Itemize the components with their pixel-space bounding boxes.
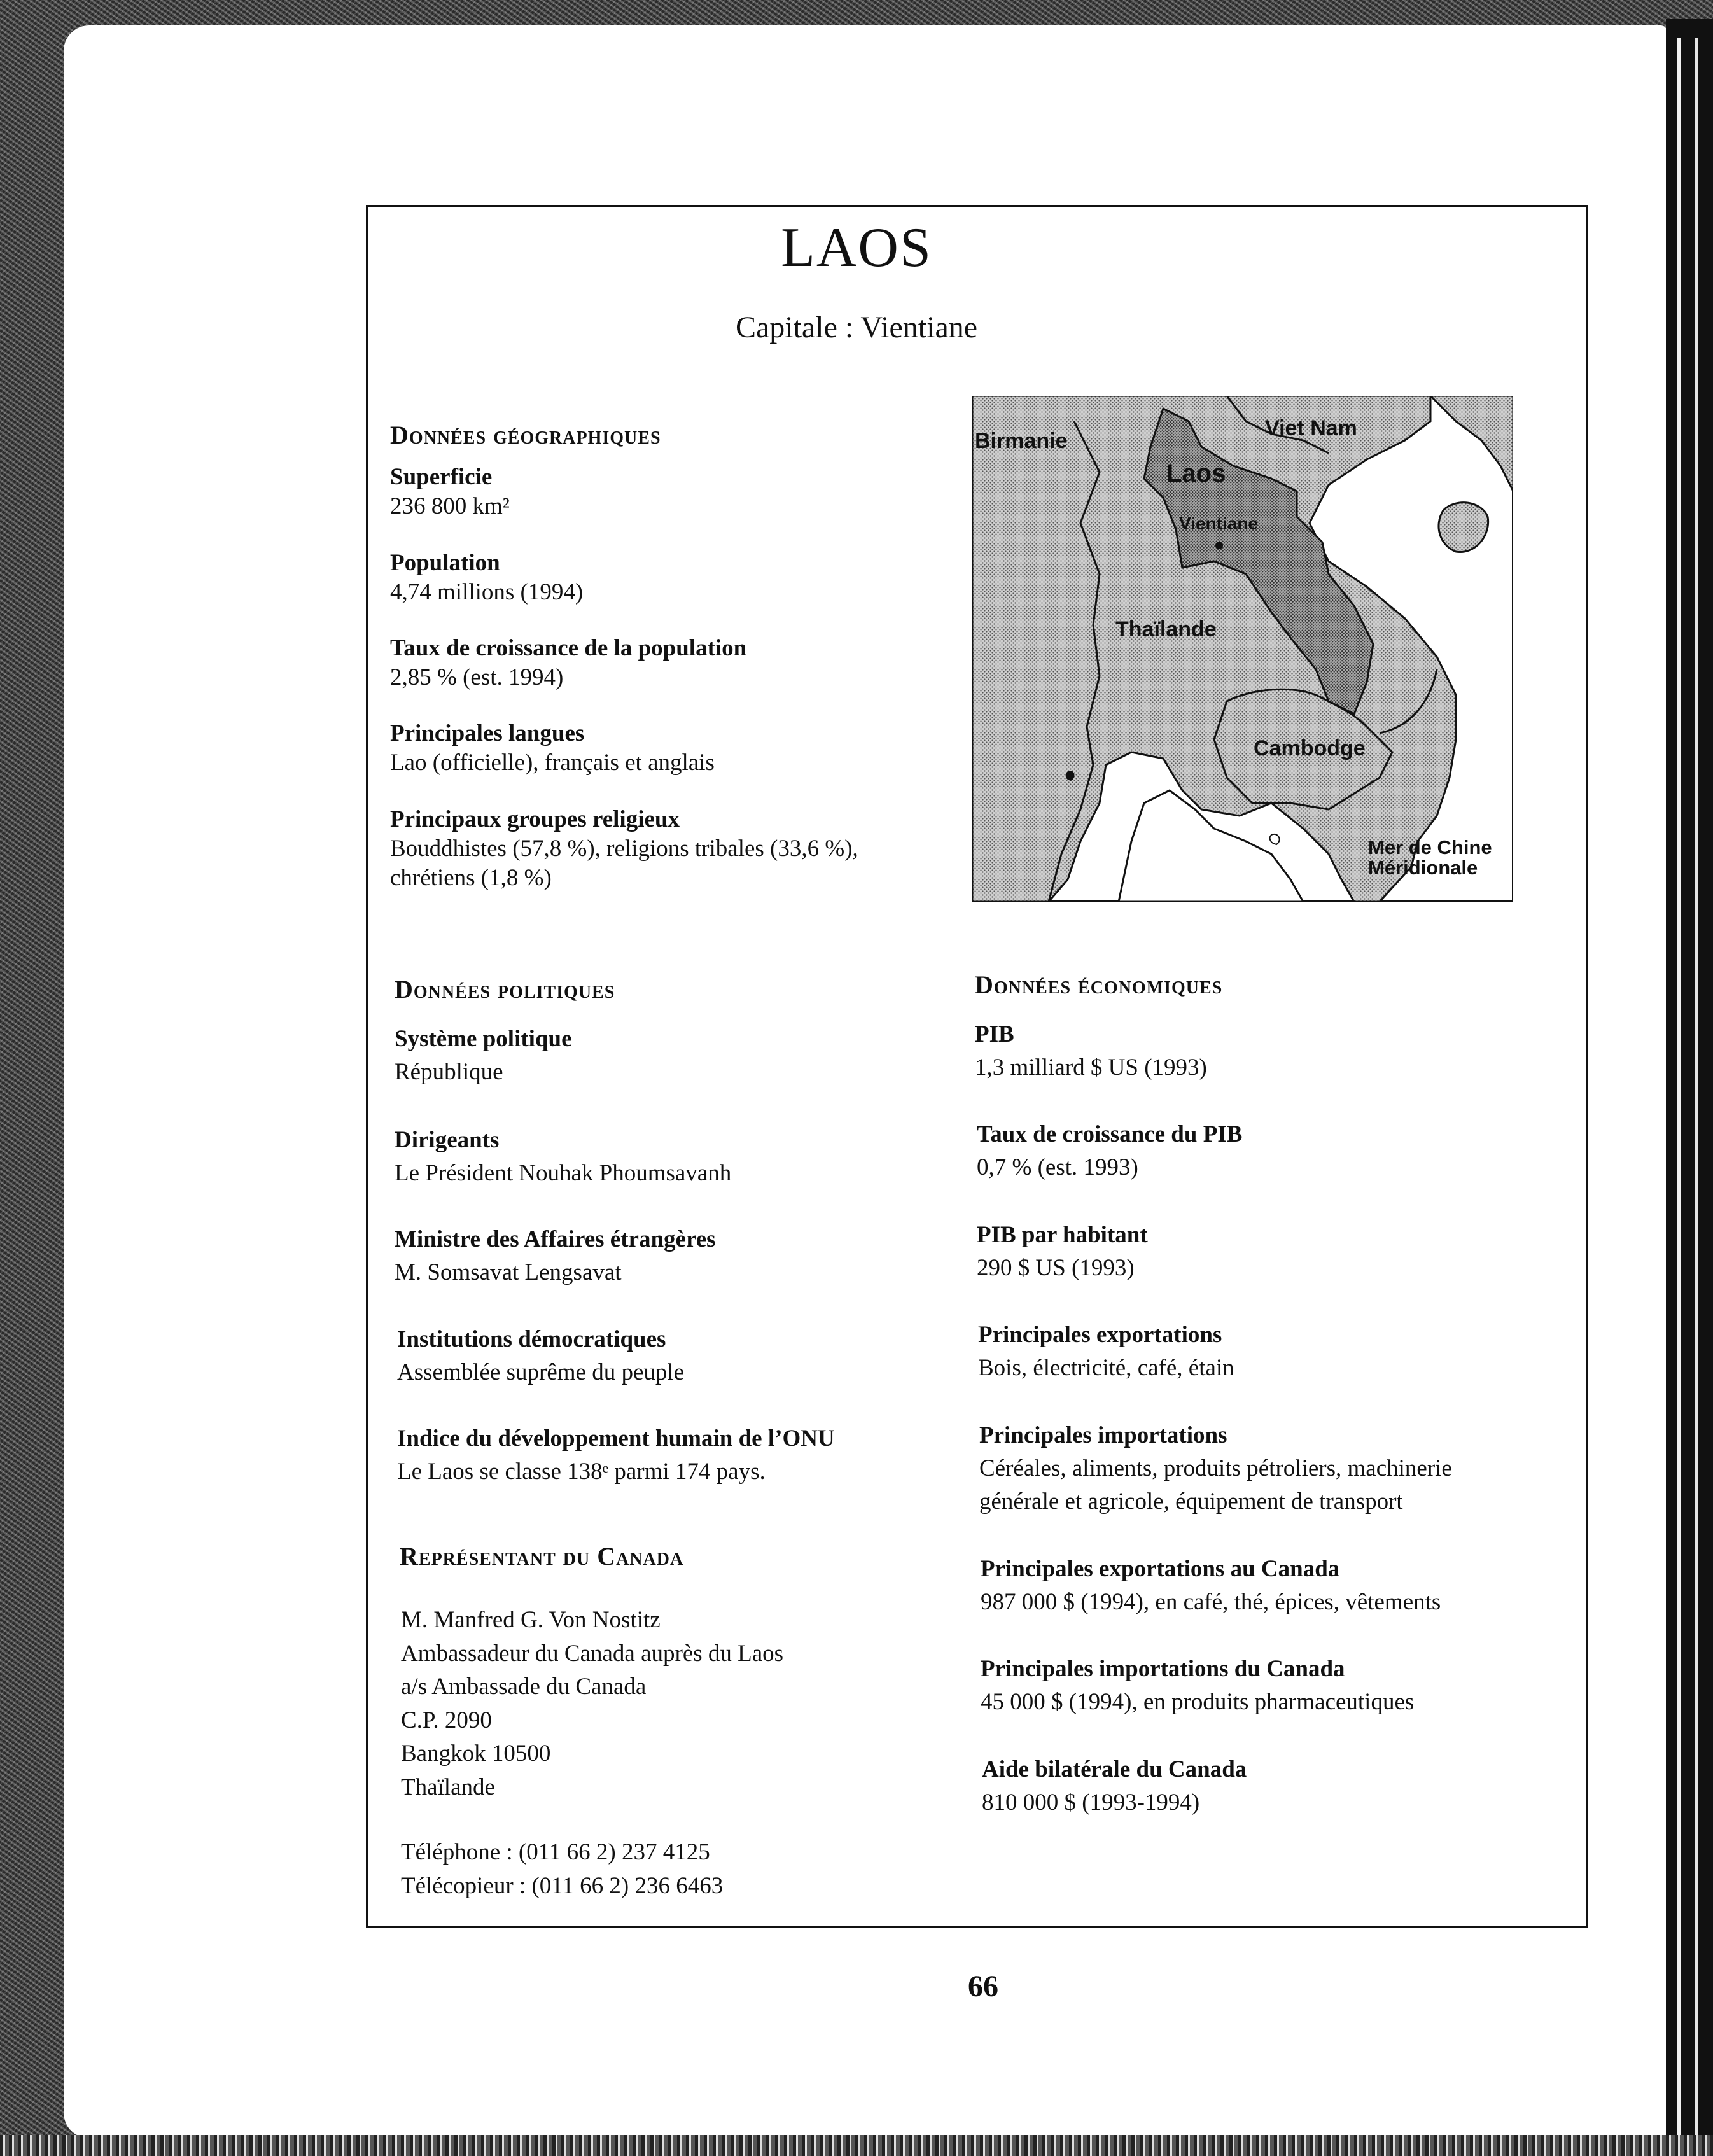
geo-superficie (390, 463, 510, 521)
field-label: Principaux groupes religieux (390, 806, 680, 832)
eco-imports (979, 1421, 1452, 1516)
field-label: Principales exportations au Canada (981, 1556, 1340, 1582)
field-label: Principales importations (979, 1422, 1227, 1448)
capital-line: Capitale : Vientiane (735, 311, 978, 344)
field-label: Population (390, 550, 500, 576)
map-label-viet-nam: Viet Nam (1265, 416, 1357, 440)
address-line: Bangkok 10500 (401, 1740, 551, 1767)
map-label-sea-line1: Mer de Chine (1368, 836, 1492, 858)
field-value-cont: générale et agricole, équipement de transport (979, 1488, 1403, 1515)
field-value: 1,3 milliard $ US (1993) (975, 1054, 1207, 1081)
eco-exports (978, 1320, 1234, 1383)
representative-heading: Représentant du Canada (400, 1542, 684, 1571)
geo-heading: Données géographiques (390, 421, 661, 449)
field-label: Institutions démocratiques (397, 1326, 666, 1352)
field-value: 290 $ US (1993) (977, 1255, 1135, 1281)
field-label: Aide bilatérale du Canada (982, 1756, 1247, 1782)
region-map-svg (972, 396, 1513, 902)
field-value: Céréales, aliments, produits pétroliers, machinerie (979, 1455, 1452, 1481)
field-value: Le Président Nouhak Phoumsavanh (395, 1160, 732, 1186)
geo-languages (390, 719, 715, 778)
geo-religions (390, 805, 858, 893)
pol-leaders (395, 1126, 731, 1188)
field-value: M. Somsavat Lengsavat (395, 1259, 622, 1285)
field-value: République (395, 1059, 503, 1085)
pol-hdi (397, 1424, 835, 1487)
field-value: Le Laos se classe 138ᵉ parmi 174 pays. (397, 1459, 766, 1485)
field-label: Dirigeants (395, 1127, 500, 1153)
field-label: Système politique (395, 1026, 572, 1052)
map-label-vientiane: Vientiane (1179, 514, 1258, 533)
pol-institutions (397, 1325, 684, 1387)
field-label: Taux de croissance de la population (390, 635, 747, 661)
eco-bilateral-aid (982, 1755, 1247, 1817)
eco-exports-canada (981, 1555, 1441, 1617)
field-label: Principales langues (390, 720, 585, 746)
field-value-cont: chrétiens (1,8 %) (390, 865, 552, 891)
geo-population (390, 549, 583, 607)
map-label-thailande: Thaïlande (1115, 617, 1217, 641)
address-line: C.P. 2090 (401, 1707, 492, 1733)
address-line: Thaïlande (401, 1774, 495, 1800)
field-label: Ministre des Affaires étrangères (395, 1226, 716, 1252)
field-value: 0,7 % (est. 1993) (977, 1154, 1138, 1180)
geo-growth (390, 634, 746, 692)
representative-address (401, 1604, 783, 1804)
field-label: Taux de croissance du PIB (977, 1121, 1243, 1147)
fax-line: Télécopieur : (011 66 2) 236 6463 (401, 1872, 724, 1899)
politics-heading: Données politiques (395, 975, 615, 1004)
field-value: 810 000 $ (1993-1994) (982, 1789, 1200, 1816)
page-title: LAOS (781, 217, 932, 279)
eco-gdp-growth (977, 1120, 1242, 1182)
page-number: 66 (968, 1970, 998, 2003)
phone-line: Téléphone : (011 66 2) 237 4125 (401, 1839, 710, 1865)
region-map (972, 396, 1513, 902)
address-line: Ambassadeur du Canada auprès du Laos (401, 1640, 784, 1667)
eco-gdp-per-capita (977, 1221, 1148, 1283)
address-line: a/s Ambassade du Canada (401, 1674, 647, 1700)
field-label: Indice du développement humain de l’ONU (397, 1425, 835, 1452)
pol-foreign-minister (395, 1225, 716, 1287)
field-value: 236 800 km² (390, 493, 510, 519)
economy-heading: Données économiques (975, 970, 1223, 999)
eco-imports-canada (981, 1655, 1414, 1717)
field-value: Bouddhistes (57,8 %), religions tribales (33,6 %), (390, 836, 858, 862)
field-label: PIB (975, 1021, 1014, 1047)
field-value: 2,85 % (est. 1994) (390, 664, 564, 690)
map-label-cambodge: Cambodge (1254, 736, 1366, 760)
field-value: Bois, électricité, café, étain (978, 1355, 1234, 1381)
scan-bottom-edge (0, 2135, 1713, 2156)
field-label: Superficie (390, 464, 493, 490)
map-label-laos: Laos (1166, 459, 1226, 487)
field-label: PIB par habitant (977, 1222, 1148, 1248)
map-label-birmanie: Birmanie (975, 429, 1068, 453)
address-line: M. Manfred G. Von Nostitz (401, 1607, 661, 1633)
eco-gdp (975, 1020, 1207, 1082)
field-value: Lao (officielle), français et anglais (390, 750, 715, 776)
representative-contact (401, 1836, 723, 1903)
field-label: Principales importations du Canada (981, 1656, 1345, 1682)
field-value: 45 000 $ (1994), en produits pharmaceutiques (981, 1689, 1415, 1715)
pol-system (395, 1025, 572, 1087)
field-value: 987 000 $ (1994), en café, thé, épices, vêtements (981, 1589, 1441, 1615)
field-label: Principales exportations (978, 1322, 1222, 1348)
field-value: 4,74 millions (1994) (390, 579, 584, 605)
field-value: Assemblée suprême du peuple (397, 1359, 685, 1385)
vientiane-dot (1215, 542, 1223, 549)
map-label-sea-line2: Méridionale (1368, 857, 1478, 879)
